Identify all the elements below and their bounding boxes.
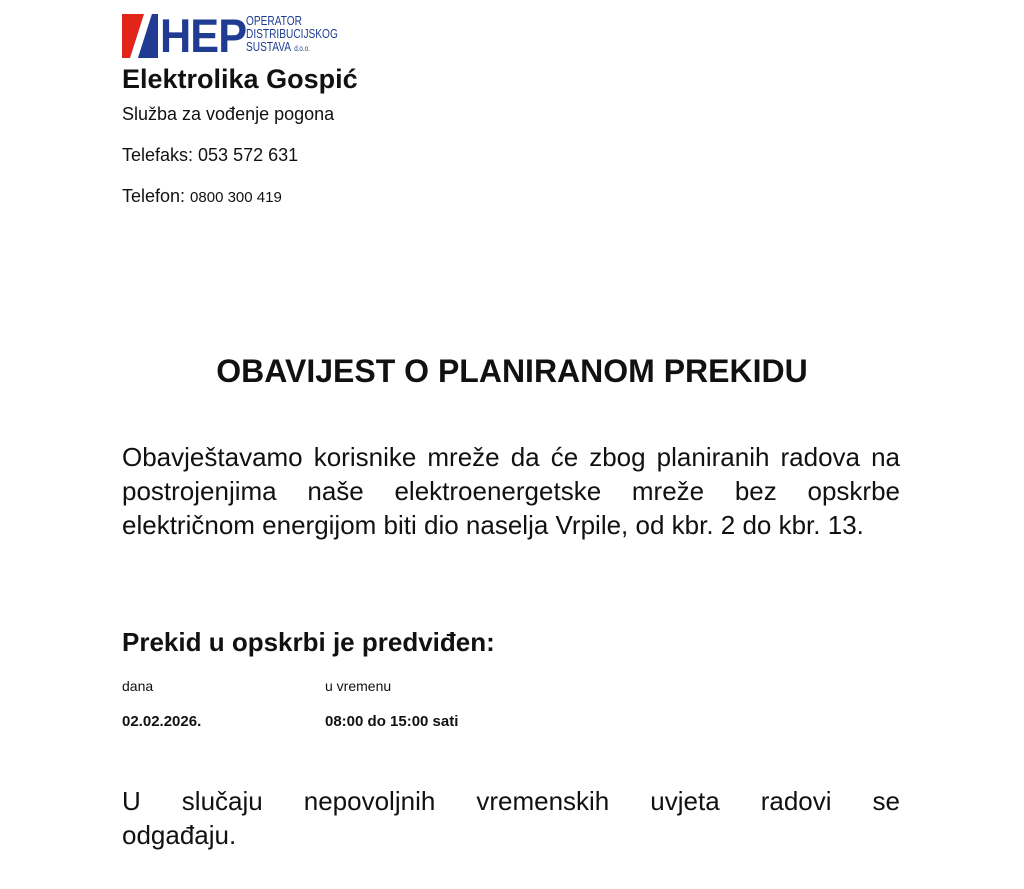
hep-logo <box>122 9 364 62</box>
logo-wordmark: HEP <box>160 9 247 62</box>
fax-number: Telefaks: 053 572 631 <box>122 145 299 165</box>
phone-line <box>122 185 282 209</box>
logo-line-distribucijskog: DISTRIBUCIJSKOG <box>246 26 338 41</box>
phone-label: Telefon: <box>122 186 191 206</box>
date-value: 02.02.2026. <box>122 713 202 730</box>
logo-subtitle <box>246 14 338 55</box>
time-label: u vremenu <box>325 678 392 694</box>
company-name: Elektrolika Gospić <box>122 64 358 94</box>
schedule-heading: Prekid u opskrbi je predviđen: <box>122 627 495 657</box>
date-label: dana <box>122 678 154 694</box>
notice-body: Obavještavamo korisnike mreže da će zbog planiranih radova na postrojenjima naše elektroenergetske mreže bez opskrbe električnom energijom biti dio naselja Vrpile, od kbr. 2 do kbr. 13. <box>122 442 900 540</box>
notice-title: OBAVIJEST O PLANIRANOM PREKIDU <box>216 353 808 389</box>
footer-note <box>122 784 900 852</box>
lightning-flag-icon <box>122 14 158 58</box>
service-name: Služba za vođenje pogona <box>122 104 335 124</box>
phone-number: 0800 300 419 <box>190 189 282 206</box>
footer-line-1: U slučaju nepovoljnih vremenskih uvjeta radovi se <box>122 786 900 816</box>
footer-line-2: odgađaju. <box>122 820 237 850</box>
time-value: 08:00 do 15:00 sati <box>325 713 459 730</box>
logo-doo: d.o.o. <box>294 44 310 53</box>
logo-line-operator: OPERATOR <box>246 13 302 28</box>
logo-line-sustava: SUSTAVA d.o.o. <box>246 39 310 54</box>
